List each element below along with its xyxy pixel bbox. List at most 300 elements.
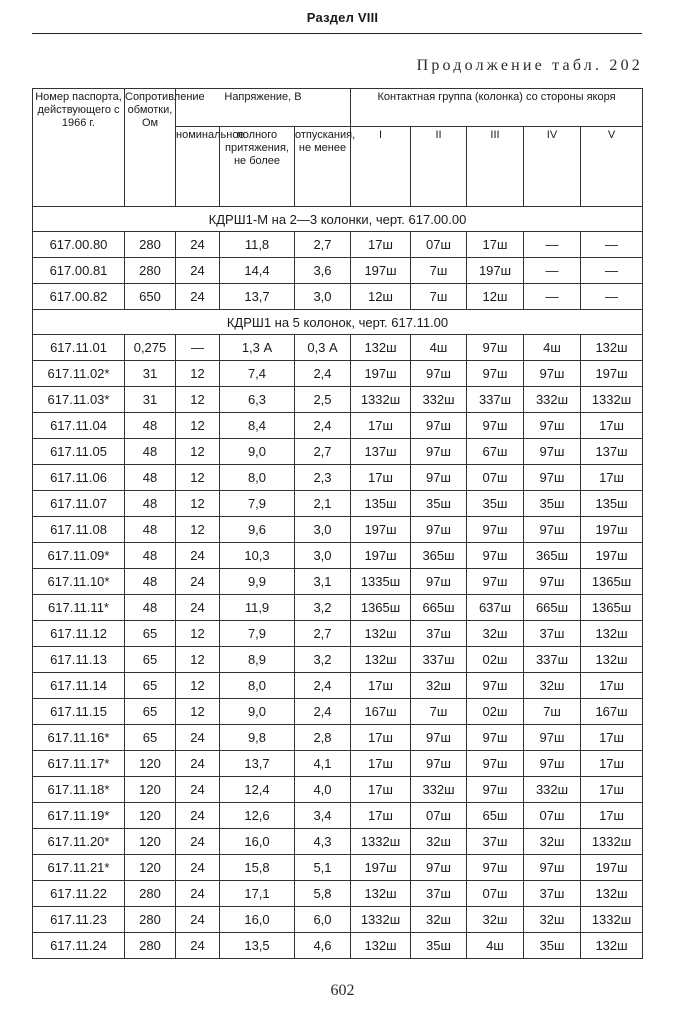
cell-resistance: 65 bbox=[125, 725, 176, 751]
cell-contact-4: 332ш bbox=[524, 387, 581, 413]
cell-passport: 617.11.06 bbox=[33, 465, 125, 491]
cell-contact-3: 97ш bbox=[467, 725, 524, 751]
cell-resistance: 48 bbox=[125, 595, 176, 621]
header-contact-group: Контактная группа (колонка) со стороны якоря bbox=[351, 89, 643, 127]
cell-contact-4: 337ш bbox=[524, 647, 581, 673]
cell-contact-2: 37ш bbox=[411, 621, 467, 647]
cell-passport: 617.11.16* bbox=[33, 725, 125, 751]
cell-resistance: 31 bbox=[125, 361, 176, 387]
cell-contact-1: 1332ш bbox=[351, 387, 411, 413]
cell-voltage-nominal: 12 bbox=[176, 621, 220, 647]
cell-resistance: 65 bbox=[125, 699, 176, 725]
table-row bbox=[33, 569, 643, 595]
table-continuation-label: Продолжение табл. 202 bbox=[416, 57, 643, 74]
cell-voltage-pickup: 13,7 bbox=[220, 284, 295, 310]
cell-voltage-pickup: 14,4 bbox=[220, 258, 295, 284]
cell-contact-4: 07ш bbox=[524, 803, 581, 829]
table-row bbox=[33, 595, 643, 621]
cell-passport: 617.11.22 bbox=[33, 881, 125, 907]
cell-voltage-pickup: 9,0 bbox=[220, 439, 295, 465]
cell-voltage-pickup: 16,0 bbox=[220, 907, 295, 933]
cell-resistance: 120 bbox=[125, 855, 176, 881]
cell-voltage-pickup: 9,9 bbox=[220, 569, 295, 595]
cell-contact-4: — bbox=[524, 284, 581, 310]
cell-contact-4: 97ш bbox=[524, 413, 581, 439]
cell-voltage-nominal: 12 bbox=[176, 413, 220, 439]
cell-voltage-pickup: 9,8 bbox=[220, 725, 295, 751]
page-number: 602 bbox=[330, 982, 355, 999]
cell-contact-1: 1365ш bbox=[351, 595, 411, 621]
cell-voltage-release: 3,0 bbox=[295, 517, 351, 543]
cell-voltage-nominal: 12 bbox=[176, 387, 220, 413]
cell-passport: 617.11.20* bbox=[33, 829, 125, 855]
cell-contact-5: — bbox=[581, 284, 643, 310]
cell-voltage-release: 2,4 bbox=[295, 673, 351, 699]
cell-contact-4: 97ш bbox=[524, 751, 581, 777]
cell-contact-3: 07ш bbox=[467, 881, 524, 907]
cell-contact-5: 17ш bbox=[581, 751, 643, 777]
cell-passport: 617.11.24 bbox=[33, 933, 125, 959]
cell-contact-5: 17ш bbox=[581, 725, 643, 751]
cell-contact-3: 07ш bbox=[467, 465, 524, 491]
cell-voltage-release: 2,7 bbox=[295, 439, 351, 465]
cell-contact-5: 197ш bbox=[581, 543, 643, 569]
cell-voltage-pickup: 12,4 bbox=[220, 777, 295, 803]
table-row bbox=[33, 855, 643, 881]
cell-contact-1: 17ш bbox=[351, 803, 411, 829]
cell-contact-3: 97ш bbox=[467, 751, 524, 777]
cell-contact-3: 32ш bbox=[467, 907, 524, 933]
group-title: КДРШ1-М на 2—3 колонки, черт. 617.00.00 bbox=[33, 207, 643, 232]
cell-contact-5: 135ш bbox=[581, 491, 643, 517]
cell-contact-3: 32ш bbox=[467, 621, 524, 647]
table-row bbox=[33, 647, 643, 673]
group-header-row bbox=[33, 310, 643, 335]
cell-passport: 617.11.07 bbox=[33, 491, 125, 517]
cell-resistance: 48 bbox=[125, 543, 176, 569]
cell-contact-5: 1332ш bbox=[581, 907, 643, 933]
header-voltage: Напряжение, В bbox=[176, 89, 351, 127]
cell-contact-1: 1335ш bbox=[351, 569, 411, 595]
relay-passport-table bbox=[32, 88, 643, 959]
cell-voltage-release: 3,1 bbox=[295, 569, 351, 595]
cell-voltage-release: 6,0 bbox=[295, 907, 351, 933]
cell-contact-3: 97ш bbox=[467, 335, 524, 361]
cell-resistance: 120 bbox=[125, 803, 176, 829]
cell-passport: 617.11.04 bbox=[33, 413, 125, 439]
cell-contact-1: 1332ш bbox=[351, 907, 411, 933]
cell-contact-2: 332ш bbox=[411, 777, 467, 803]
header-rule bbox=[32, 33, 642, 34]
table-row bbox=[33, 829, 643, 855]
cell-voltage-pickup: 6,3 bbox=[220, 387, 295, 413]
cell-contact-1: 12ш bbox=[351, 284, 411, 310]
cell-voltage-nominal: 12 bbox=[176, 517, 220, 543]
header-voltage-pickup: полного притяжения, не более bbox=[220, 127, 295, 207]
cell-passport: 617.00.80 bbox=[33, 232, 125, 258]
cell-contact-1: 17ш bbox=[351, 413, 411, 439]
cell-resistance: 48 bbox=[125, 413, 176, 439]
cell-resistance: 120 bbox=[125, 751, 176, 777]
cell-resistance: 280 bbox=[125, 258, 176, 284]
cell-voltage-nominal: 24 bbox=[176, 777, 220, 803]
cell-resistance: 65 bbox=[125, 621, 176, 647]
cell-contact-1: 17ш bbox=[351, 751, 411, 777]
cell-contact-1: 197ш bbox=[351, 258, 411, 284]
table-row bbox=[33, 335, 643, 361]
cell-voltage-release: 2,7 bbox=[295, 621, 351, 647]
cell-passport: 617.11.18* bbox=[33, 777, 125, 803]
cell-voltage-pickup: 9,0 bbox=[220, 699, 295, 725]
cell-contact-2: 32ш bbox=[411, 907, 467, 933]
cell-passport: 617.11.09* bbox=[33, 543, 125, 569]
cell-voltage-pickup: 7,9 bbox=[220, 491, 295, 517]
cell-voltage-release: 4,6 bbox=[295, 933, 351, 959]
cell-contact-1: 132ш bbox=[351, 647, 411, 673]
header-voltage-release: отпускания, не менее bbox=[295, 127, 351, 207]
cell-voltage-nominal: 24 bbox=[176, 907, 220, 933]
cell-contact-2: 32ш bbox=[411, 673, 467, 699]
table-row bbox=[33, 465, 643, 491]
cell-voltage-pickup: 7,4 bbox=[220, 361, 295, 387]
cell-contact-2: 97ш bbox=[411, 569, 467, 595]
cell-contact-5: 17ш bbox=[581, 413, 643, 439]
cell-voltage-release: 4,3 bbox=[295, 829, 351, 855]
cell-voltage-pickup: 15,8 bbox=[220, 855, 295, 881]
cell-resistance: 280 bbox=[125, 933, 176, 959]
cell-resistance: 48 bbox=[125, 491, 176, 517]
cell-passport: 617.11.14 bbox=[33, 673, 125, 699]
cell-contact-1: 137ш bbox=[351, 439, 411, 465]
cell-voltage-release: 3,0 bbox=[295, 284, 351, 310]
cell-contact-1: 17ш bbox=[351, 777, 411, 803]
cell-voltage-nominal: 24 bbox=[176, 258, 220, 284]
cell-contact-5: 17ш bbox=[581, 465, 643, 491]
cell-contact-1: 132ш bbox=[351, 933, 411, 959]
cell-contact-5: 17ш bbox=[581, 777, 643, 803]
cell-voltage-nominal: 24 bbox=[176, 284, 220, 310]
cell-voltage-release: 4,0 bbox=[295, 777, 351, 803]
cell-voltage-pickup: 7,9 bbox=[220, 621, 295, 647]
cell-contact-4: — bbox=[524, 258, 581, 284]
cell-resistance: 120 bbox=[125, 777, 176, 803]
cell-passport: 617.11.05 bbox=[33, 439, 125, 465]
cell-passport: 617.00.81 bbox=[33, 258, 125, 284]
cell-contact-2: 97ш bbox=[411, 413, 467, 439]
header-column-1: I bbox=[351, 127, 411, 207]
cell-voltage-nominal: 24 bbox=[176, 829, 220, 855]
cell-contact-3: 97ш bbox=[467, 673, 524, 699]
cell-contact-2: 665ш bbox=[411, 595, 467, 621]
cell-contact-3: 97ш bbox=[467, 361, 524, 387]
cell-contact-3: 97ш bbox=[467, 517, 524, 543]
cell-contact-4: 32ш bbox=[524, 673, 581, 699]
cell-contact-5: 1365ш bbox=[581, 595, 643, 621]
cell-voltage-nominal: 24 bbox=[176, 569, 220, 595]
cell-contact-5: 167ш bbox=[581, 699, 643, 725]
cell-voltage-pickup: 17,1 bbox=[220, 881, 295, 907]
cell-contact-5: 17ш bbox=[581, 673, 643, 699]
cell-resistance: 280 bbox=[125, 881, 176, 907]
cell-contact-5: 132ш bbox=[581, 335, 643, 361]
cell-contact-4: 35ш bbox=[524, 491, 581, 517]
cell-voltage-nominal: 24 bbox=[176, 881, 220, 907]
table-row bbox=[33, 907, 643, 933]
group-title: КДРШ1 на 5 колонок, черт. 617.11.00 bbox=[33, 310, 643, 335]
cell-contact-1: 135ш bbox=[351, 491, 411, 517]
cell-voltage-release: 2,4 bbox=[295, 361, 351, 387]
cell-voltage-nominal: 12 bbox=[176, 491, 220, 517]
cell-contact-2: 37ш bbox=[411, 881, 467, 907]
cell-voltage-pickup: 8,4 bbox=[220, 413, 295, 439]
header-column-2: II bbox=[411, 127, 467, 207]
table-row bbox=[33, 258, 643, 284]
cell-contact-3: 337ш bbox=[467, 387, 524, 413]
cell-contact-3: 02ш bbox=[467, 647, 524, 673]
table-row bbox=[33, 777, 643, 803]
cell-voltage-nominal: 12 bbox=[176, 439, 220, 465]
cell-contact-5: 197ш bbox=[581, 855, 643, 881]
cell-voltage-nominal: 24 bbox=[176, 543, 220, 569]
cell-contact-4: 37ш bbox=[524, 621, 581, 647]
cell-contact-5: 197ш bbox=[581, 361, 643, 387]
cell-contact-1: 17ш bbox=[351, 232, 411, 258]
cell-voltage-nominal: 24 bbox=[176, 751, 220, 777]
cell-voltage-nominal: 12 bbox=[176, 673, 220, 699]
cell-voltage-release: 2,4 bbox=[295, 413, 351, 439]
cell-contact-2: 7ш bbox=[411, 699, 467, 725]
cell-contact-4: 97ш bbox=[524, 725, 581, 751]
cell-contact-2: 7ш bbox=[411, 258, 467, 284]
cell-contact-2: 337ш bbox=[411, 647, 467, 673]
cell-contact-4: 365ш bbox=[524, 543, 581, 569]
cell-contact-2: 97ш bbox=[411, 855, 467, 881]
table-row bbox=[33, 933, 643, 959]
cell-contact-3: 97ш bbox=[467, 855, 524, 881]
cell-voltage-release: 3,4 bbox=[295, 803, 351, 829]
cell-resistance: 0,275 bbox=[125, 335, 176, 361]
cell-contact-1: 197ш bbox=[351, 517, 411, 543]
cell-voltage-nominal: 24 bbox=[176, 725, 220, 751]
cell-contact-3: 637ш bbox=[467, 595, 524, 621]
cell-contact-4: 32ш bbox=[524, 907, 581, 933]
table-row bbox=[33, 803, 643, 829]
cell-contact-2: 07ш bbox=[411, 232, 467, 258]
cell-voltage-release: 3,0 bbox=[295, 543, 351, 569]
cell-voltage-pickup: 13,7 bbox=[220, 751, 295, 777]
cell-voltage-nominal: 24 bbox=[176, 933, 220, 959]
cell-resistance: 280 bbox=[125, 232, 176, 258]
cell-contact-5: 17ш bbox=[581, 803, 643, 829]
cell-contact-2: 7ш bbox=[411, 284, 467, 310]
cell-contact-5: 1332ш bbox=[581, 829, 643, 855]
cell-contact-2: 07ш bbox=[411, 803, 467, 829]
cell-contact-2: 365ш bbox=[411, 543, 467, 569]
cell-contact-1: 197ш bbox=[351, 543, 411, 569]
cell-contact-1: 132ш bbox=[351, 621, 411, 647]
cell-voltage-nominal: 24 bbox=[176, 855, 220, 881]
cell-contact-4: 665ш bbox=[524, 595, 581, 621]
table-body bbox=[33, 207, 643, 959]
cell-passport: 617.11.19* bbox=[33, 803, 125, 829]
cell-contact-4: 37ш bbox=[524, 881, 581, 907]
cell-passport: 617.11.23 bbox=[33, 907, 125, 933]
cell-voltage-release: 2,1 bbox=[295, 491, 351, 517]
cell-contact-3: 65ш bbox=[467, 803, 524, 829]
cell-contact-5: 132ш bbox=[581, 933, 643, 959]
cell-passport: 617.11.13 bbox=[33, 647, 125, 673]
cell-contact-5: 1332ш bbox=[581, 387, 643, 413]
cell-passport: 617.11.17* bbox=[33, 751, 125, 777]
cell-voltage-pickup: 11,9 bbox=[220, 595, 295, 621]
table-row bbox=[33, 284, 643, 310]
header-voltage-nominal: номинальное bbox=[176, 127, 220, 207]
table-row bbox=[33, 673, 643, 699]
cell-voltage-nominal: 24 bbox=[176, 232, 220, 258]
cell-voltage-release: 2,4 bbox=[295, 699, 351, 725]
cell-contact-1: 197ш bbox=[351, 361, 411, 387]
cell-contact-1: 132ш bbox=[351, 335, 411, 361]
cell-contact-1: 17ш bbox=[351, 465, 411, 491]
table-row bbox=[33, 621, 643, 647]
cell-contact-4: 97ш bbox=[524, 855, 581, 881]
cell-contact-2: 97ш bbox=[411, 439, 467, 465]
cell-contact-3: 35ш bbox=[467, 491, 524, 517]
cell-contact-4: 97ш bbox=[524, 439, 581, 465]
cell-contact-3: 97ш bbox=[467, 777, 524, 803]
cell-voltage-pickup: 16,0 bbox=[220, 829, 295, 855]
cell-contact-2: 97ш bbox=[411, 725, 467, 751]
cell-resistance: 31 bbox=[125, 387, 176, 413]
cell-contact-2: 332ш bbox=[411, 387, 467, 413]
cell-contact-4: 4ш bbox=[524, 335, 581, 361]
cell-contact-3: 97ш bbox=[467, 569, 524, 595]
cell-voltage-pickup: 8,0 bbox=[220, 673, 295, 699]
table-row bbox=[33, 725, 643, 751]
cell-voltage-nominal: 12 bbox=[176, 361, 220, 387]
cell-voltage-pickup: 1,3 А bbox=[220, 335, 295, 361]
cell-passport: 617.11.21* bbox=[33, 855, 125, 881]
cell-passport: 617.11.01 bbox=[33, 335, 125, 361]
cell-contact-4: 7ш bbox=[524, 699, 581, 725]
cell-voltage-nominal: 12 bbox=[176, 465, 220, 491]
cell-passport: 617.11.02* bbox=[33, 361, 125, 387]
cell-contact-4: 32ш bbox=[524, 829, 581, 855]
cell-voltage-nominal: 24 bbox=[176, 595, 220, 621]
cell-resistance: 65 bbox=[125, 673, 176, 699]
cell-voltage-release: 2,7 bbox=[295, 232, 351, 258]
cell-contact-4: 35ш bbox=[524, 933, 581, 959]
cell-voltage-pickup: 11,8 bbox=[220, 232, 295, 258]
cell-passport: 617.11.03* bbox=[33, 387, 125, 413]
cell-contact-4: — bbox=[524, 232, 581, 258]
cell-resistance: 48 bbox=[125, 465, 176, 491]
cell-contact-1: 17ш bbox=[351, 725, 411, 751]
cell-passport: 617.11.12 bbox=[33, 621, 125, 647]
header-column-3: III bbox=[467, 127, 524, 207]
table-row bbox=[33, 232, 643, 258]
cell-contact-1: 167ш bbox=[351, 699, 411, 725]
cell-passport: 617.11.08 bbox=[33, 517, 125, 543]
table-row bbox=[33, 413, 643, 439]
cell-contact-5: 197ш bbox=[581, 517, 643, 543]
cell-voltage-release: 2,5 bbox=[295, 387, 351, 413]
cell-resistance: 65 bbox=[125, 647, 176, 673]
cell-contact-3: 12ш bbox=[467, 284, 524, 310]
cell-contact-2: 97ш bbox=[411, 751, 467, 777]
cell-passport: 617.11.15 bbox=[33, 699, 125, 725]
cell-voltage-release: 5,1 bbox=[295, 855, 351, 881]
cell-contact-2: 32ш bbox=[411, 829, 467, 855]
cell-voltage-nominal: 24 bbox=[176, 803, 220, 829]
cell-voltage-release: 5,8 bbox=[295, 881, 351, 907]
cell-voltage-pickup: 13,5 bbox=[220, 933, 295, 959]
table-row bbox=[33, 751, 643, 777]
header-column-5: V bbox=[581, 127, 643, 207]
cell-contact-5: 132ш bbox=[581, 647, 643, 673]
table-row bbox=[33, 361, 643, 387]
cell-contact-1: 1332ш bbox=[351, 829, 411, 855]
cell-voltage-nominal: 12 bbox=[176, 647, 220, 673]
table-row bbox=[33, 439, 643, 465]
cell-voltage-nominal: 12 bbox=[176, 699, 220, 725]
cell-contact-2: 4ш bbox=[411, 335, 467, 361]
cell-contact-3: 197ш bbox=[467, 258, 524, 284]
cell-contact-4: 332ш bbox=[524, 777, 581, 803]
table-row bbox=[33, 491, 643, 517]
cell-contact-3: 97ш bbox=[467, 413, 524, 439]
cell-contact-1: 197ш bbox=[351, 855, 411, 881]
cell-passport: 617.00.82 bbox=[33, 284, 125, 310]
cell-passport: 617.11.11* bbox=[33, 595, 125, 621]
table-row bbox=[33, 387, 643, 413]
cell-contact-2: 97ш bbox=[411, 517, 467, 543]
cell-contact-4: 97ш bbox=[524, 361, 581, 387]
table-row bbox=[33, 699, 643, 725]
cell-voltage-nominal: — bbox=[176, 335, 220, 361]
section-header: Раздел VIII bbox=[306, 10, 379, 25]
header-passport: Номер паспорта, действующего с 1966 г. bbox=[33, 89, 125, 207]
header-resistance: Сопротивление обмотки, Ом bbox=[125, 89, 176, 207]
cell-resistance: 650 bbox=[125, 284, 176, 310]
cell-contact-3: 4ш bbox=[467, 933, 524, 959]
cell-voltage-release: 3,2 bbox=[295, 595, 351, 621]
cell-resistance: 48 bbox=[125, 517, 176, 543]
cell-resistance: 48 bbox=[125, 569, 176, 595]
cell-contact-2: 35ш bbox=[411, 491, 467, 517]
cell-voltage-pickup: 12,6 bbox=[220, 803, 295, 829]
cell-voltage-release: 0,3 А bbox=[295, 335, 351, 361]
cell-resistance: 120 bbox=[125, 829, 176, 855]
cell-contact-2: 97ш bbox=[411, 465, 467, 491]
cell-contact-5: — bbox=[581, 258, 643, 284]
cell-voltage-pickup: 8,0 bbox=[220, 465, 295, 491]
cell-resistance: 48 bbox=[125, 439, 176, 465]
table-row bbox=[33, 543, 643, 569]
cell-contact-4: 97ш bbox=[524, 517, 581, 543]
cell-voltage-release: 2,8 bbox=[295, 725, 351, 751]
cell-voltage-pickup: 10,3 bbox=[220, 543, 295, 569]
cell-passport: 617.11.10* bbox=[33, 569, 125, 595]
cell-contact-4: 97ш bbox=[524, 569, 581, 595]
cell-contact-3: 17ш bbox=[467, 232, 524, 258]
group-header-row bbox=[33, 207, 643, 232]
cell-contact-1: 132ш bbox=[351, 881, 411, 907]
cell-contact-5: — bbox=[581, 232, 643, 258]
cell-contact-1: 17ш bbox=[351, 673, 411, 699]
table-row bbox=[33, 517, 643, 543]
table-row bbox=[33, 881, 643, 907]
